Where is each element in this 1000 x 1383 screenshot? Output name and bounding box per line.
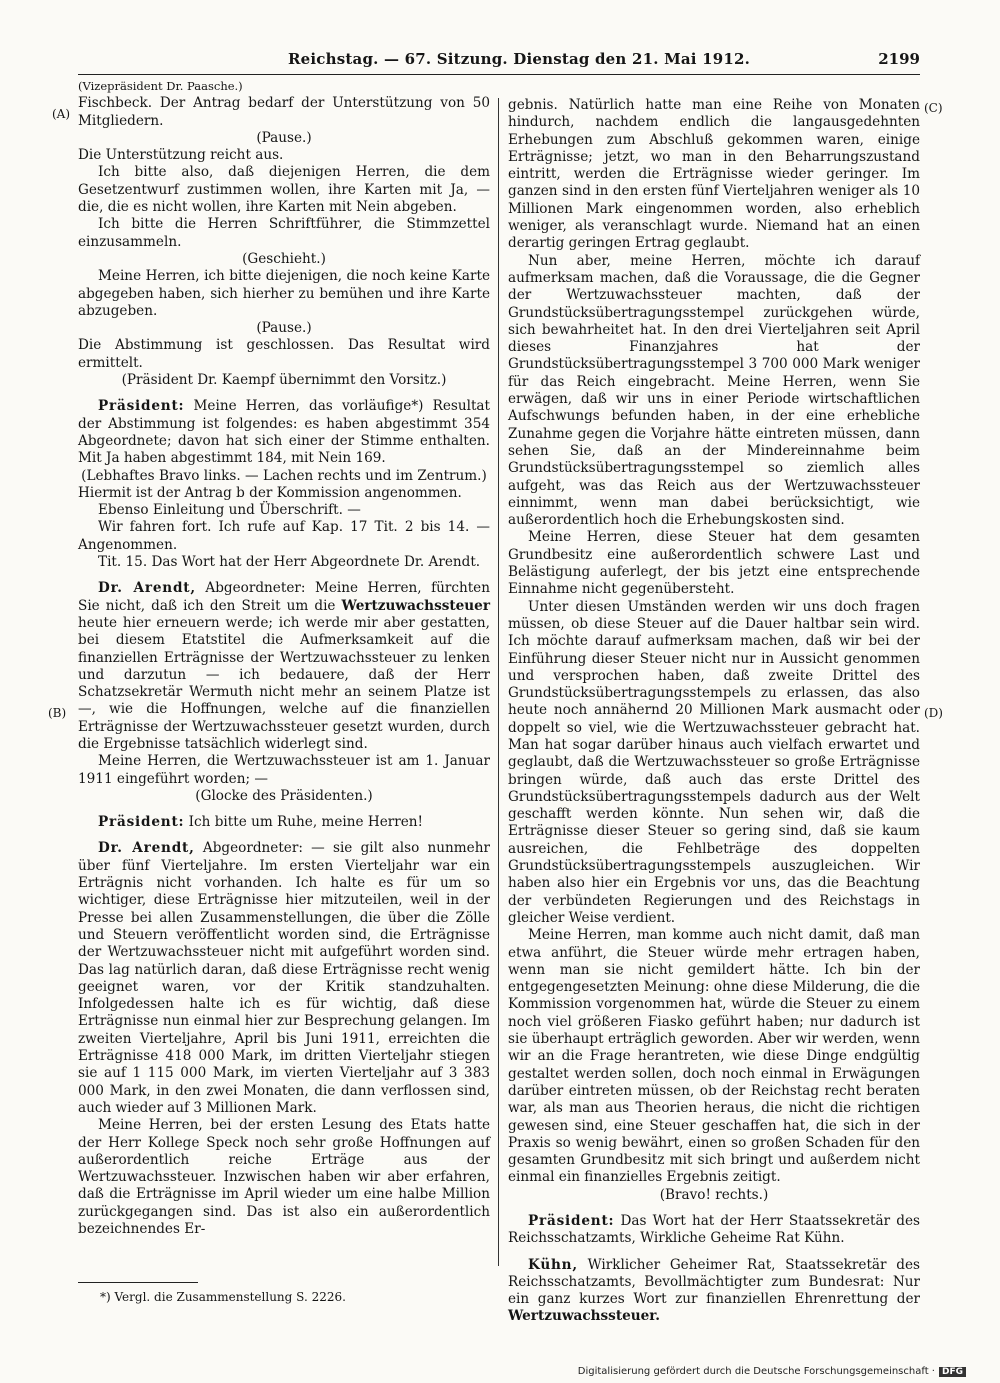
speaker-name: Präsident:	[98, 814, 185, 831]
emphasis: Wertzuwachssteuer.	[508, 1308, 660, 1325]
speech-text: Wirklicher Geheimer Rat, Staatssekretär des Reichsschatzamts, Bevollmächtigter zum Bundesrat: Nur ein ganz kurzes Wort zur finanziellen Ehrenrettung der	[508, 1256, 920, 1308]
speech-president	[508, 1213, 920, 1248]
speech-text: Das Wort hat der Herr Staatssekretär des Reichsschatzamts, Wirkliche Geheime Rat Kühn.	[508, 1213, 920, 1247]
page-number: 2199	[878, 50, 920, 68]
footnote: *) Vergl. die Zusammenstellung S. 2226.	[100, 1290, 346, 1304]
stage-direction: (Pause.)	[256, 129, 312, 146]
speech-text: Abgeordneter: Meine Herren, fürchten Sie nicht, daß ich den Streit um die	[78, 580, 490, 614]
speech-president	[78, 814, 490, 831]
paragraph: Meine Herren, diese Steuer hat dem gesamten Grundbesitz eine außerordentlich schwere Last und Belästigung auferlegt, der bis jetzt eine entsprechende Einnahme nicht gegenübersteht.	[508, 529, 920, 598]
footnote-rule	[78, 1282, 198, 1283]
speaker-name: Präsident:	[98, 398, 185, 415]
paragraph: Nun aber, meine Herren, möchte ich darauf aufmerksam machen, daß die Voraussage, die die Gegner der Wertzuwachssteuer machten, daß der Grundstücksübertragungsstempel zurückgehen würde, sich bewahrheitet hat. In den drei Vierteljahren seit April dieses Finanzjahres hat der Grundstücksübertragungsstempel 3 700 000 Mark weniger für das Reich eingebracht. Meine Herren, wenn Sie erwägen, daß wir uns in einer Periode wirtschaftlichen Aufschwungs befunden haben, in der eine erhebliche Zunahme gegen die Vorjahre hätte eintreten müssen, dann sehen Sie, daß an der Mindereinnahme beim Grundstücksübertragungsstempel so ziemlich alles aufgeht, was das Reich aus der Wertzuwachssteuer einnimmt, wenn man dabei berücksichtigt, wie außerordentlich hoch die Erhebungskosten sind.	[508, 252, 920, 529]
stage-direction: (Glocke des Präsidenten.)	[195, 787, 373, 804]
margin-marker-c: (C)	[924, 101, 943, 115]
stage-direction: (Geschieht.)	[242, 250, 326, 267]
paragraph: Ich bitte also, daß diejenigen Herren, die dem Gesetzentwurf zustimmen wollen, ihre Karten mit Ja, — die, die es nicht wollen, ihre Karten mit Nein abgeben.	[78, 164, 490, 216]
header-rule	[78, 74, 920, 75]
margin-marker-b: (B)	[48, 706, 67, 720]
column-divider	[498, 98, 499, 1266]
speaker-name: Kühn,	[528, 1256, 578, 1273]
page-header	[78, 50, 920, 74]
paragraph: Meine Herren, man komme auch nicht damit, daß man etwa anführt, die Steuer würde mehr ertragen haben, wenn man sie nicht gemildert hätte. Ich bin der entgegengesetzten Meinung: ohne diese Milderung, die die Kommission vorgenommen hat, würde die Steuer zu einem noch viel größeren Fiasko geführt haben; nur dadurch ist sie überhaupt erträglich geworden. Aber wir werden, wenn wir an die Frage herantreten, wie diese Dinge endgültig gestaltet werden sollen, doch noch einmal in Erwägungen darüber eintreten müssen, ob der Reichstag recht beraten war, als man aus Theorien heraus, die nicht die richtigen gewesen sind, eine Steuer geschaffen hat, die sich in der Praxis so wenig bewährt, einen so großen Schaden für den gesamten Grundbesitz mit sich bringt und außerdem nicht einmal ein finanzielles Ergebnis zeitigt.	[508, 927, 920, 1186]
margin-marker-a: (A)	[52, 107, 71, 121]
speech-kuehn	[508, 1257, 920, 1326]
paragraph: gebnis. Natürlich hatte man eine Reihe von Monaten hindurch, nachdem endlich die langausgedehnten Erhebungen zum Abschluß gekommen waren, einige Erträgnisse; jetzt, wo man in den Beharrungszustand eintritt, werden die Erträgnisse wieder geringer. Im ganzen sind in den ersten fünf Vierteljahren weniger als 10 Millionen Mark eingenommen worden, also erheblich weniger, als veranschlagt wurde. Niemand hat an einen derartig geringen Ertrag geglaubt.	[508, 97, 920, 252]
speech-president	[78, 398, 490, 467]
paragraph: Ich bitte die Herren Schriftführer, die Stimmzettel einzusammeln.	[78, 216, 490, 250]
running-title: Reichstag. — 67. Sitzung. Dienstag den 21. Mai 1912.	[288, 50, 751, 68]
speech-text: Ich bitte um Ruhe, meine Herren!	[184, 814, 424, 831]
paragraph: Hiermit ist der Antrag b der Kommission angenommen.	[78, 484, 462, 501]
paragraph: Wir fahren fort. Ich rufe auf Kap. 17 Tit. 2 bis 14. — Angenommen.	[78, 519, 490, 553]
speech-arendt	[78, 840, 490, 1117]
paragraph: Meine Herren, bei der ersten Lesung des Etats hatte der Herr Kollege Speck noch sehr große Hoffnungen auf außerordentlich reiche Erträge aus der Wertzuwachssteuer. Inzwischen haben wir aber erfahren, daß die Erträgnisse im April wieder um eine halbe Million zurückgegangen sind. Das ist also ein außerordentlich bezeichnendes Er-	[78, 1117, 490, 1237]
digitization-credit	[578, 1366, 966, 1377]
paragraph: Unter diesen Umständen werden wir uns doch fragen müssen, ob diese Steuer auf die Dauer haltbar sein wird. Ich möchte darauf aufmerksam machen, daß wir bei der Einführung dieser Steuer nicht nur in Aussicht genommen und versprochen haben, daß zweite Drittel des Grundstücksübertragungsstempels zu erlassen, das also heute noch annähernd 20 Millionen Mark ausmacht oder doppelt so viel, wie die Wertzuwachssteuer gebracht hat. Man hat sogar darüber hinaus auch vielfach erwartet und geglaubt, daß die Wertzuwachssteuer so große Erträgnisse bringen würde, daß auch das erste Drittel des Grundstücksübertragungsstempels dadurch aus der Welt geschafft werden könnte. Nun sehen wir, daß die Erträgnisse dieser Steuer so gering sind, daß sie kaum ausreichen, die Fehlbeträge des doppelten Grundstücksübertragungsstempels auszugleichen. Wir haben also hier ein Ergebnis vor uns, das die Beachtung der verbündeten Regierungen und des Reichstags in gleicher Weise verdient.	[508, 598, 920, 926]
right-column	[508, 97, 920, 1326]
speech-text: heute hier erneuern werde; ich werde mir aber gestatten, bei diesem Etatstitel die Aufmerksamkeit auf die finanziellen Erträgnisse der Wertzuwachssteuer zu lenken und darzutun — ich bedauere, daß der Herr Schatzsekretär Wermuth nicht mehr an seinem Platze ist —, wie die Hoffnungen, welche auf die finanziellen Erträgnisse der Wertzuwachssteuer gesetzt wurden, durch die Ergebnisse tatsächlich widerlegt sind.	[78, 614, 490, 752]
speaker-name: Dr. Arendt,	[98, 840, 195, 857]
speech-arendt	[78, 580, 490, 753]
stage-direction: (Präsident Dr. Kaempf übernimmt den Vorsitz.)	[121, 372, 447, 389]
stage-direction: (Bravo! rechts.)	[659, 1186, 769, 1203]
dfg-logo-icon: DFG	[939, 1367, 966, 1377]
paragraph: Die Unterstützung reicht aus.	[78, 147, 284, 164]
paragraph: Meine Herren, die Wertzuwachssteuer ist am 1. Januar 1911 eingeführt worden; —	[78, 753, 490, 787]
speaker-name: Dr. Arendt,	[98, 580, 196, 597]
speaker-name: Präsident:	[528, 1213, 615, 1229]
paragraph: Fischbeck. Der Antrag bedarf der Unterstützung von 50 Mitgliedern.	[78, 95, 490, 129]
left-column	[78, 78, 490, 1238]
speech-text: Meine Herren, das vorläufige*) Resultat der Abstimmung ist folgendes: es haben abgestimmt 354 Abgeordnete; davon hat sich einer der Stimme enthalten. Mit Ja haben abgestimmt 184, mit Nein 169.	[78, 398, 490, 467]
paragraph: Ebenso Einleitung und Überschrift. —	[98, 502, 361, 519]
paragraph: Die Abstimmung ist geschlossen. Das Resultat wird ermittelt.	[78, 337, 490, 371]
credit-text: Digitalisierung gefördert durch die Deutsche Forschungsgemeinschaft ·	[577, 1366, 935, 1377]
paragraph: Tit. 15. Das Wort hat der Herr Abgeordnete Dr. Arendt.	[98, 554, 481, 571]
speech-text: Abgeordneter: — sie gilt also nunmehr über fünf Vierteljahre. Im ersten Vierteljahr war ein Erträgnis nicht vorhanden. Ich halte es für um so wichtiger, diese Erträgnisse hier mitzuteilen, weil in der Presse bei allen Zusammenstellungen, die über die Zölle und Steuern veröffentlicht worden sind, die Erträgnisse der Wertzuwachssteuer nicht mit aufgeführt worden sind. Das lag natürlich daran, daß diese Erträgnisse recht wenig geeignet waren, vor der Kritik standzuhalten. Infolgedessen halte ich es für wichtig, daß diese Erträgnisse nun einmal hier zur Besprechung gelangen. Im zweiten Vierteljahre, April bis Juni 1911, erreichten die Erträgnisse 418 000 Mark, im dritten Vierteljahr stiegen sie auf 1 115 000 Mark, im vierten Vierteljahr auf 3 383 000 Mark, in den zwei Monaten, die dann verflossen sind, auch wieder auf 3 Millionen Mark.	[78, 840, 490, 1116]
stage-direction: (Lebhaftes Bravo links. — Lachen rechts und im Zentrum.)	[81, 467, 487, 484]
stage-direction: (Pause.)	[256, 320, 312, 337]
emphasis: Wertzuwachssteuer	[341, 597, 490, 614]
paragraph: Meine Herren, ich bitte diejenigen, die noch keine Karte abgegeben haben, sich hierher zu bemühen und ihre Karte abzugeben.	[78, 268, 490, 319]
margin-marker-d: (D)	[924, 706, 943, 720]
vice-president-note: (Vizepräsident Dr. Paasche.)	[78, 79, 243, 93]
